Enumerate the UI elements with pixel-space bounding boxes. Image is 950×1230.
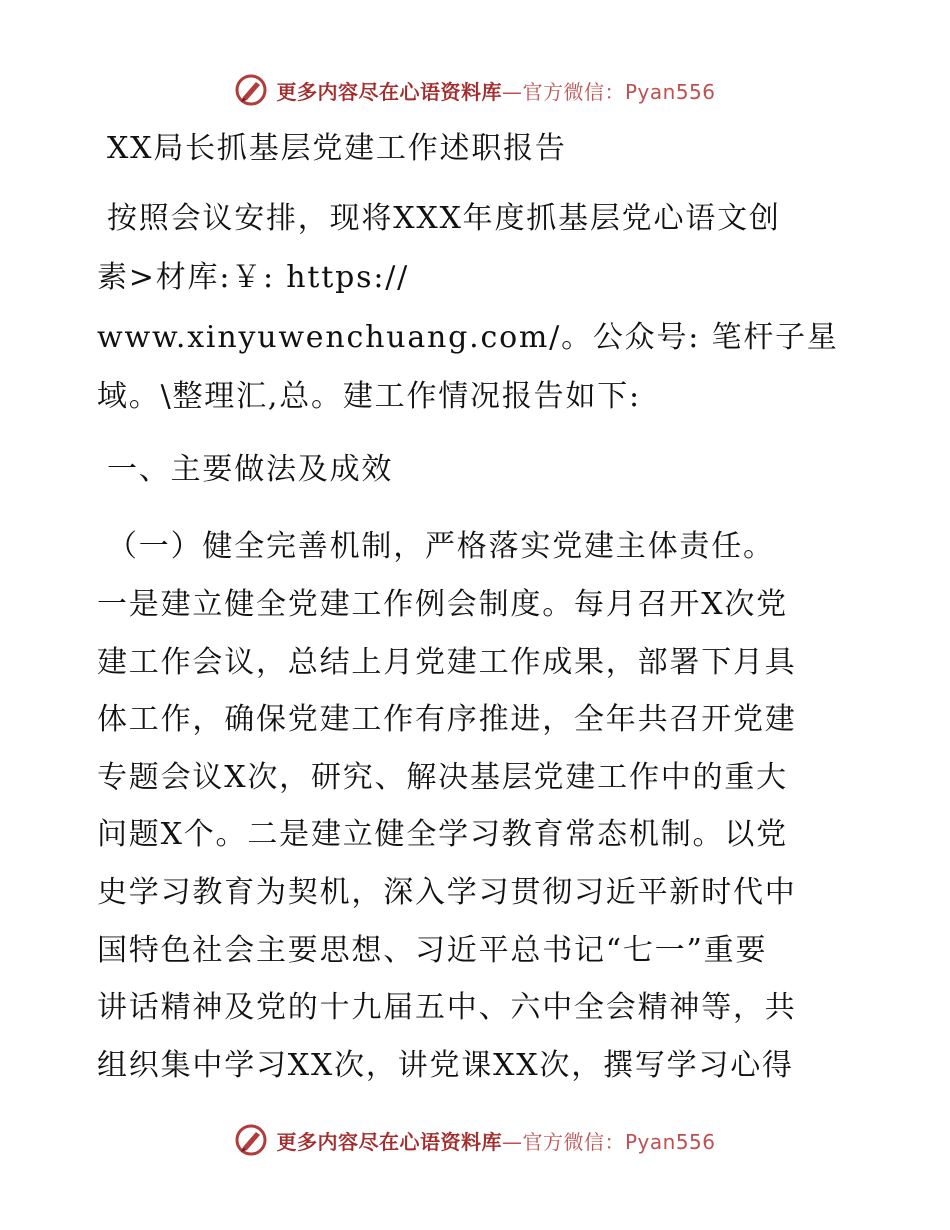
paragraph-line: 问题X个。二是建立健全学习教育常态机制。以党	[97, 817, 788, 852]
banner-official: 官方微信：	[522, 79, 625, 104]
header-banner	[0, 68, 950, 112]
paragraph-line: www.xinyuwenchuang.com/。公众号: 笔杆子星	[97, 320, 839, 355]
paragraph-line: 按照会议安排，现将XXX年度抓基层党心语文创	[107, 201, 781, 236]
banner-dash: —	[501, 1129, 523, 1154]
paragraph-line: 一是建立健全党建工作例会制度。每月召开X次党	[97, 587, 788, 622]
paragraph-line: 体工作，确保党建工作有序推进，全年共召开党建	[97, 702, 797, 737]
subsection-heading: （一）健全完善机制，严格落实党建主体责任。	[107, 529, 775, 564]
paragraph-line: 史学习教育为契机，深入学习贯彻习近平新时代中	[97, 875, 797, 910]
paragraph-line: 讲话精神及党的十九届五中、六中全会精神等，共	[97, 990, 797, 1025]
paragraph-line: 建工作会议，总结上月党建工作成果，部署下月具	[97, 645, 797, 680]
footer-banner	[0, 1118, 950, 1162]
banner-text	[276, 76, 715, 105]
paragraph-line: 专题会议X次，研究、解决基层党建工作中的重大	[97, 760, 788, 795]
paragraph-line: 域。\整理汇,总。建工作情况报告如下:	[97, 379, 641, 414]
banner-wechat: Pyan556	[624, 1129, 716, 1154]
pen-logo-icon	[234, 73, 268, 107]
banner-official: 官方微信：	[522, 1129, 625, 1154]
document-title: XX局长抓基层党建工作述职报告	[107, 131, 567, 166]
banner-text	[276, 1126, 715, 1155]
banner-wechat: Pyan556	[624, 79, 716, 104]
section-heading: 一、主要做法及成效	[107, 452, 394, 487]
paragraph-line: 国特色社会主要思想、习近平总书记“七一”重要	[97, 933, 768, 968]
pen-logo-icon	[234, 1123, 268, 1157]
banner-main: 更多内容尽在心语资料库	[276, 79, 502, 104]
paragraph-line: 组织集中学习XX次，讲党课XX次，撰写学习心得	[97, 1048, 794, 1083]
banner-main: 更多内容尽在心语资料库	[276, 1129, 502, 1154]
banner-dash: —	[501, 79, 523, 104]
paragraph-line: 素>材库:￥: https://	[97, 260, 410, 295]
